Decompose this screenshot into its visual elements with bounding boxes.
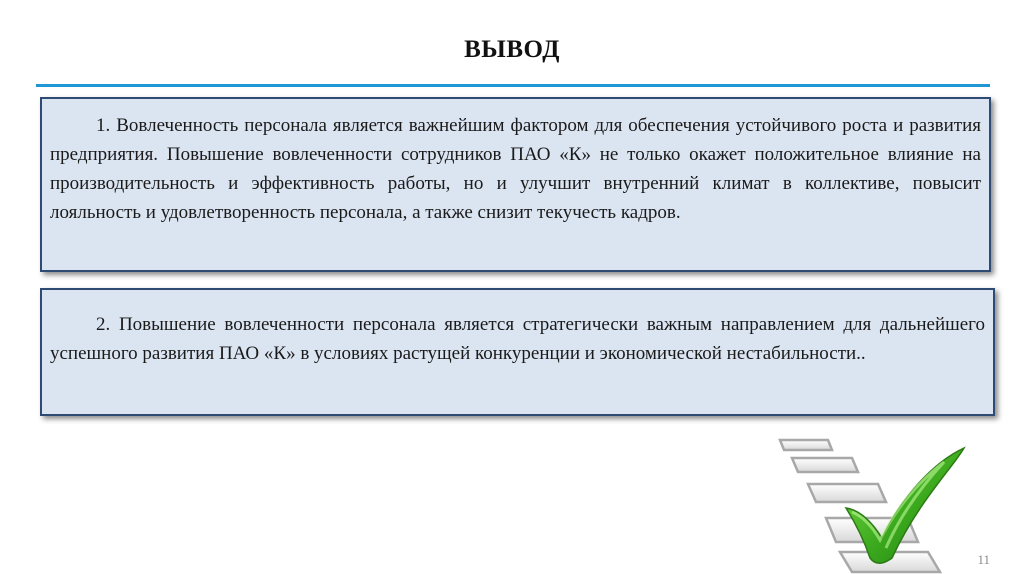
page-number: 11: [977, 552, 990, 567]
conclusion-box-2: [40, 288, 995, 416]
checklist-checkmark-icon: [768, 430, 988, 574]
title-divider: [36, 84, 990, 87]
conclusion-box-1: [40, 97, 991, 272]
conclusion-text-2: 2. Повышение вовлеченности персонала является стратегически важным направлением для дальнейшего успешного развития ПАО «К» в условиях растущей конкуренции и экономической нестабильности..: [50, 314, 985, 364]
conclusion-text-1: 1. Вовлеченность персонала является важнейшим фактором для обеспечения устойчивого роста и развития предприятия. Повышение вовлеченности сотрудников ПАО «К» не только окажет положительное влияние на производительность и эффективность работы, но и улучшит внутренний климат в коллективе, повысит лояльность и удовлетворенность персонала, а также снизит текучесть кадров.: [50, 115, 981, 223]
slide-title: ВЫВОД: [464, 36, 560, 63]
